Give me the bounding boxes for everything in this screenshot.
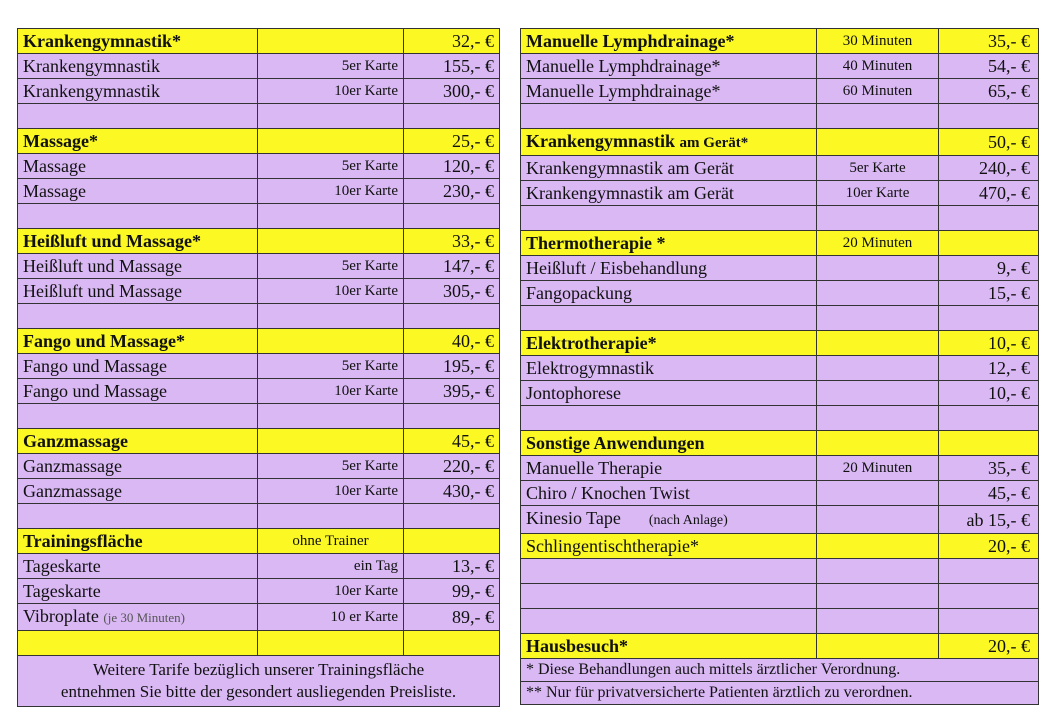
item-name-text: Heißluft und Massage* bbox=[23, 231, 202, 251]
item-name-text: Massage bbox=[23, 156, 86, 176]
item-name bbox=[18, 504, 258, 529]
price-row bbox=[18, 554, 500, 579]
item-price: 220,- € bbox=[404, 454, 500, 479]
item-price bbox=[939, 431, 1039, 456]
item-name-text: Massage bbox=[23, 181, 86, 201]
price-row bbox=[18, 354, 500, 379]
item-package bbox=[258, 429, 404, 454]
item-price: 195,- € bbox=[404, 354, 500, 379]
item-name bbox=[18, 79, 258, 104]
price-row bbox=[521, 406, 1039, 431]
item-price: 32,- € bbox=[404, 29, 500, 54]
price-row bbox=[521, 156, 1039, 181]
price-row bbox=[18, 479, 500, 504]
item-price bbox=[939, 406, 1039, 431]
item-name-text: Krankengymnastik am Gerät bbox=[526, 158, 734, 178]
item-name bbox=[18, 229, 258, 254]
section-header-row bbox=[521, 231, 1039, 256]
item-name-text: Trainingsfläche bbox=[23, 531, 143, 551]
left-footer-line-2: entnehmen Sie bitte der gesondert ausliegenden Preisliste. bbox=[60, 682, 457, 701]
item-package bbox=[817, 281, 939, 306]
item-name-text: Krankengymnastik bbox=[526, 131, 680, 151]
item-package bbox=[258, 304, 404, 329]
item-name bbox=[521, 559, 817, 584]
item-package bbox=[258, 504, 404, 529]
item-package: 10er Karte bbox=[258, 179, 404, 204]
item-price bbox=[939, 104, 1039, 129]
left-footer-note bbox=[18, 656, 500, 707]
item-package: 20 Minuten bbox=[817, 456, 939, 481]
item-package bbox=[817, 306, 939, 331]
price-row bbox=[521, 534, 1039, 559]
item-package bbox=[258, 404, 404, 429]
price-row bbox=[521, 559, 1039, 584]
price-row bbox=[521, 381, 1039, 406]
item-price: 35,- € bbox=[939, 29, 1039, 54]
item-name bbox=[521, 381, 817, 406]
item-package: 40 Minuten bbox=[817, 54, 939, 79]
item-name-text: Tageskarte bbox=[23, 581, 101, 601]
item-package bbox=[817, 356, 939, 381]
section-header-row bbox=[18, 329, 500, 354]
item-price: 10,- € bbox=[939, 331, 1039, 356]
item-package bbox=[817, 104, 939, 129]
item-name-text: Vibroplate bbox=[23, 606, 99, 626]
item-package: 5er Karte bbox=[258, 254, 404, 279]
price-row bbox=[521, 609, 1039, 634]
item-name bbox=[521, 634, 817, 659]
item-price: 120,- € bbox=[404, 154, 500, 179]
item-price: 40,- € bbox=[404, 329, 500, 354]
price-row bbox=[18, 404, 500, 429]
item-price: ab 15,- € bbox=[939, 506, 1039, 534]
item-name-text: Sonstige Anwendungen bbox=[526, 433, 705, 453]
item-package bbox=[817, 129, 939, 156]
item-name bbox=[18, 279, 258, 304]
section-header-row bbox=[521, 634, 1039, 659]
item-price: 35,- € bbox=[939, 456, 1039, 481]
item-name bbox=[521, 156, 817, 181]
item-name-text: Chiro / Knochen Twist bbox=[526, 483, 690, 503]
price-row bbox=[521, 456, 1039, 481]
item-name-text: Ganzmassage bbox=[23, 431, 128, 451]
item-name-text: Elektrotherapie* bbox=[526, 333, 657, 353]
item-price: 54,- € bbox=[939, 54, 1039, 79]
right-footer-row-2 bbox=[521, 682, 1039, 705]
left-footer-row bbox=[18, 656, 500, 707]
item-name bbox=[521, 406, 817, 431]
item-price bbox=[404, 104, 500, 129]
section-header-row bbox=[18, 229, 500, 254]
price-row bbox=[521, 481, 1039, 506]
item-package bbox=[817, 481, 939, 506]
item-price bbox=[404, 631, 500, 656]
item-price bbox=[404, 204, 500, 229]
item-name-text: Fango und Massage* bbox=[23, 331, 186, 351]
section-header-row bbox=[521, 431, 1039, 456]
item-duration-note: (je 30 Minuten) bbox=[103, 610, 185, 625]
left-footer-line-1: Weitere Tarife bezüglich unserer Trainingsfläche bbox=[92, 660, 425, 679]
item-package bbox=[817, 381, 939, 406]
item-name-text: Heißluft / Eisbehandlung bbox=[526, 258, 707, 278]
item-name bbox=[521, 331, 817, 356]
item-name-text: Manuelle Therapie bbox=[526, 458, 663, 478]
item-name bbox=[521, 206, 817, 231]
price-row bbox=[18, 604, 500, 631]
item-price bbox=[939, 206, 1039, 231]
item-name bbox=[521, 584, 817, 609]
item-name-text: Krankengymnastik* bbox=[23, 31, 182, 51]
item-price bbox=[939, 559, 1039, 584]
price-row bbox=[521, 181, 1039, 206]
price-row bbox=[18, 254, 500, 279]
item-package bbox=[817, 559, 939, 584]
item-name bbox=[521, 356, 817, 381]
price-row bbox=[521, 104, 1039, 129]
item-price: 240,- € bbox=[939, 156, 1039, 181]
price-row bbox=[18, 204, 500, 229]
item-name-text: Fangopackung bbox=[526, 283, 632, 303]
item-price: 25,- € bbox=[404, 129, 500, 154]
price-row bbox=[18, 579, 500, 604]
item-price: 45,- € bbox=[404, 429, 500, 454]
price-table-right bbox=[520, 28, 1039, 705]
item-name bbox=[521, 506, 817, 534]
item-price bbox=[939, 231, 1039, 256]
item-price bbox=[939, 306, 1039, 331]
item-package bbox=[258, 129, 404, 154]
price-row bbox=[18, 304, 500, 329]
item-name bbox=[521, 79, 817, 104]
item-package: ein Tag bbox=[258, 554, 404, 579]
item-name bbox=[521, 256, 817, 281]
section-header-row bbox=[521, 129, 1039, 156]
item-name bbox=[18, 204, 258, 229]
item-name bbox=[521, 481, 817, 506]
item-package bbox=[817, 406, 939, 431]
item-name bbox=[18, 429, 258, 454]
item-name bbox=[521, 29, 817, 54]
item-name-text: Manuelle Lymphdrainage* bbox=[526, 56, 721, 76]
item-name bbox=[18, 454, 258, 479]
item-name bbox=[18, 104, 258, 129]
item-package: 5er Karte bbox=[258, 54, 404, 79]
item-name-text: Krankengymnastik am Gerät bbox=[526, 183, 734, 203]
item-name-text: Manuelle Lymphdrainage* bbox=[526, 31, 735, 51]
price-row bbox=[521, 54, 1039, 79]
item-name-text: Ganzmassage bbox=[23, 456, 122, 476]
item-package: 10er Karte bbox=[258, 379, 404, 404]
item-package bbox=[817, 331, 939, 356]
item-name-text: Kinesio Tape bbox=[526, 508, 621, 528]
item-package bbox=[817, 256, 939, 281]
item-price: 15,- € bbox=[939, 281, 1039, 306]
item-name bbox=[18, 254, 258, 279]
price-row bbox=[521, 281, 1039, 306]
item-package: 5er Karte bbox=[258, 454, 404, 479]
item-price: 65,- € bbox=[939, 79, 1039, 104]
item-price bbox=[939, 584, 1039, 609]
item-package: 5er Karte bbox=[258, 354, 404, 379]
section-header-row bbox=[18, 429, 500, 454]
price-row bbox=[521, 256, 1039, 281]
item-package: 10 er Karte bbox=[258, 604, 404, 631]
price-row bbox=[18, 279, 500, 304]
item-price: 230,- € bbox=[404, 179, 500, 204]
item-package bbox=[817, 609, 939, 634]
item-package bbox=[258, 104, 404, 129]
item-name-text: Fango und Massage bbox=[23, 356, 167, 376]
price-row bbox=[521, 306, 1039, 331]
item-package: 5er Karte bbox=[817, 156, 939, 181]
item-name bbox=[521, 456, 817, 481]
item-name bbox=[18, 179, 258, 204]
item-package: 10er Karte bbox=[258, 279, 404, 304]
item-package bbox=[817, 431, 939, 456]
price-row bbox=[521, 79, 1039, 104]
item-price: 45,- € bbox=[939, 481, 1039, 506]
item-name bbox=[521, 609, 817, 634]
price-table-left bbox=[17, 28, 500, 707]
item-price: 395,- € bbox=[404, 379, 500, 404]
item-name-text: Krankengymnastik bbox=[23, 81, 160, 101]
item-price: 10,- € bbox=[939, 381, 1039, 406]
item-name-text: Manuelle Lymphdrainage* bbox=[526, 81, 721, 101]
item-price bbox=[404, 304, 500, 329]
item-name bbox=[18, 529, 258, 554]
item-price: 33,- € bbox=[404, 229, 500, 254]
item-package: 10er Karte bbox=[258, 479, 404, 504]
item-package bbox=[258, 329, 404, 354]
item-package: ohne Trainer bbox=[258, 529, 404, 554]
item-package: 10er Karte bbox=[817, 181, 939, 206]
item-package bbox=[817, 534, 939, 559]
item-package: 5er Karte bbox=[258, 154, 404, 179]
item-package: 30 Minuten bbox=[817, 29, 939, 54]
price-row bbox=[18, 454, 500, 479]
price-row bbox=[18, 504, 500, 529]
item-package: 10er Karte bbox=[258, 579, 404, 604]
item-price bbox=[404, 504, 500, 529]
item-price: 13,- € bbox=[404, 554, 500, 579]
section-header-row bbox=[521, 29, 1039, 54]
item-price bbox=[939, 609, 1039, 634]
item-name bbox=[18, 129, 258, 154]
price-row bbox=[18, 79, 500, 104]
item-name bbox=[521, 306, 817, 331]
item-name-text: Thermotherapie * bbox=[526, 233, 666, 253]
item-name bbox=[521, 431, 817, 456]
item-price: 89,- € bbox=[404, 604, 500, 631]
item-price: 430,- € bbox=[404, 479, 500, 504]
item-package: 60 Minuten bbox=[817, 79, 939, 104]
item-name bbox=[521, 281, 817, 306]
item-price: 50,- € bbox=[939, 129, 1039, 156]
item-name bbox=[18, 304, 258, 329]
item-name bbox=[521, 54, 817, 79]
item-name-text: Massage* bbox=[23, 131, 98, 151]
item-package: 20 Minuten bbox=[817, 231, 939, 256]
right-footer-note-1: * Diese Behandlungen auch mittels ärztlicher Verordnung. bbox=[521, 659, 1039, 682]
price-row bbox=[521, 584, 1039, 609]
item-name bbox=[18, 631, 258, 656]
item-name bbox=[18, 354, 258, 379]
item-price: 12,- € bbox=[939, 356, 1039, 381]
item-name bbox=[18, 579, 258, 604]
item-name-text: Hausbesuch* bbox=[526, 636, 629, 656]
price-row bbox=[521, 356, 1039, 381]
price-row bbox=[18, 54, 500, 79]
right-footer-note-2: ** Nur für privatversicherte Patienten ärztlich zu verordnen. bbox=[521, 682, 1039, 705]
section-header-row bbox=[521, 331, 1039, 356]
item-name bbox=[18, 479, 258, 504]
item-name-text: Heißluft und Massage bbox=[23, 256, 182, 276]
item-package bbox=[258, 631, 404, 656]
item-name-suffix: am Gerät* bbox=[679, 135, 749, 151]
item-name bbox=[18, 329, 258, 354]
item-price: 300,- € bbox=[404, 79, 500, 104]
item-price bbox=[404, 404, 500, 429]
item-price: 470,- € bbox=[939, 181, 1039, 206]
price-row bbox=[18, 104, 500, 129]
item-package bbox=[258, 229, 404, 254]
item-price bbox=[404, 529, 500, 554]
item-package bbox=[258, 29, 404, 54]
item-name-text: Elektrogymnastik bbox=[526, 358, 654, 378]
item-name bbox=[521, 231, 817, 256]
item-price: 155,- € bbox=[404, 54, 500, 79]
price-row bbox=[521, 206, 1039, 231]
item-name-text: Tageskarte bbox=[23, 556, 101, 576]
item-price: 9,- € bbox=[939, 256, 1039, 281]
item-name bbox=[18, 404, 258, 429]
item-price: 20,- € bbox=[939, 534, 1039, 559]
section-header-row bbox=[18, 29, 500, 54]
item-name bbox=[18, 29, 258, 54]
item-name bbox=[521, 129, 817, 156]
item-name-text: Heißluft und Massage bbox=[23, 281, 182, 301]
item-name-text: Jontophorese bbox=[526, 383, 621, 403]
price-row bbox=[18, 154, 500, 179]
item-package: 10er Karte bbox=[258, 79, 404, 104]
section-header-row bbox=[18, 129, 500, 154]
item-name-text: Krankengymnastik bbox=[23, 56, 160, 76]
price-row bbox=[521, 506, 1039, 534]
price-row bbox=[18, 631, 500, 656]
item-package bbox=[817, 634, 939, 659]
item-package bbox=[258, 204, 404, 229]
price-row bbox=[18, 179, 500, 204]
item-inline-note: (nach Anlage) bbox=[648, 513, 728, 528]
item-price: 20,- € bbox=[939, 634, 1039, 659]
item-name bbox=[521, 534, 817, 559]
item-name bbox=[18, 554, 258, 579]
item-name-text: Schlingentischtherapie* bbox=[526, 536, 699, 556]
item-name-text: Ganzmassage bbox=[23, 481, 122, 501]
item-name bbox=[18, 54, 258, 79]
item-name-text: Fango und Massage bbox=[23, 381, 167, 401]
right-footer-row-1 bbox=[521, 659, 1039, 682]
item-price: 99,- € bbox=[404, 579, 500, 604]
item-name bbox=[521, 181, 817, 206]
item-name bbox=[18, 154, 258, 179]
item-name bbox=[521, 104, 817, 129]
price-row bbox=[18, 379, 500, 404]
item-package bbox=[817, 206, 939, 231]
item-name bbox=[18, 604, 258, 631]
item-price: 147,- € bbox=[404, 254, 500, 279]
item-package bbox=[817, 584, 939, 609]
item-package bbox=[817, 506, 939, 534]
section-header-row bbox=[18, 529, 500, 554]
item-name bbox=[18, 379, 258, 404]
item-price: 305,- € bbox=[404, 279, 500, 304]
